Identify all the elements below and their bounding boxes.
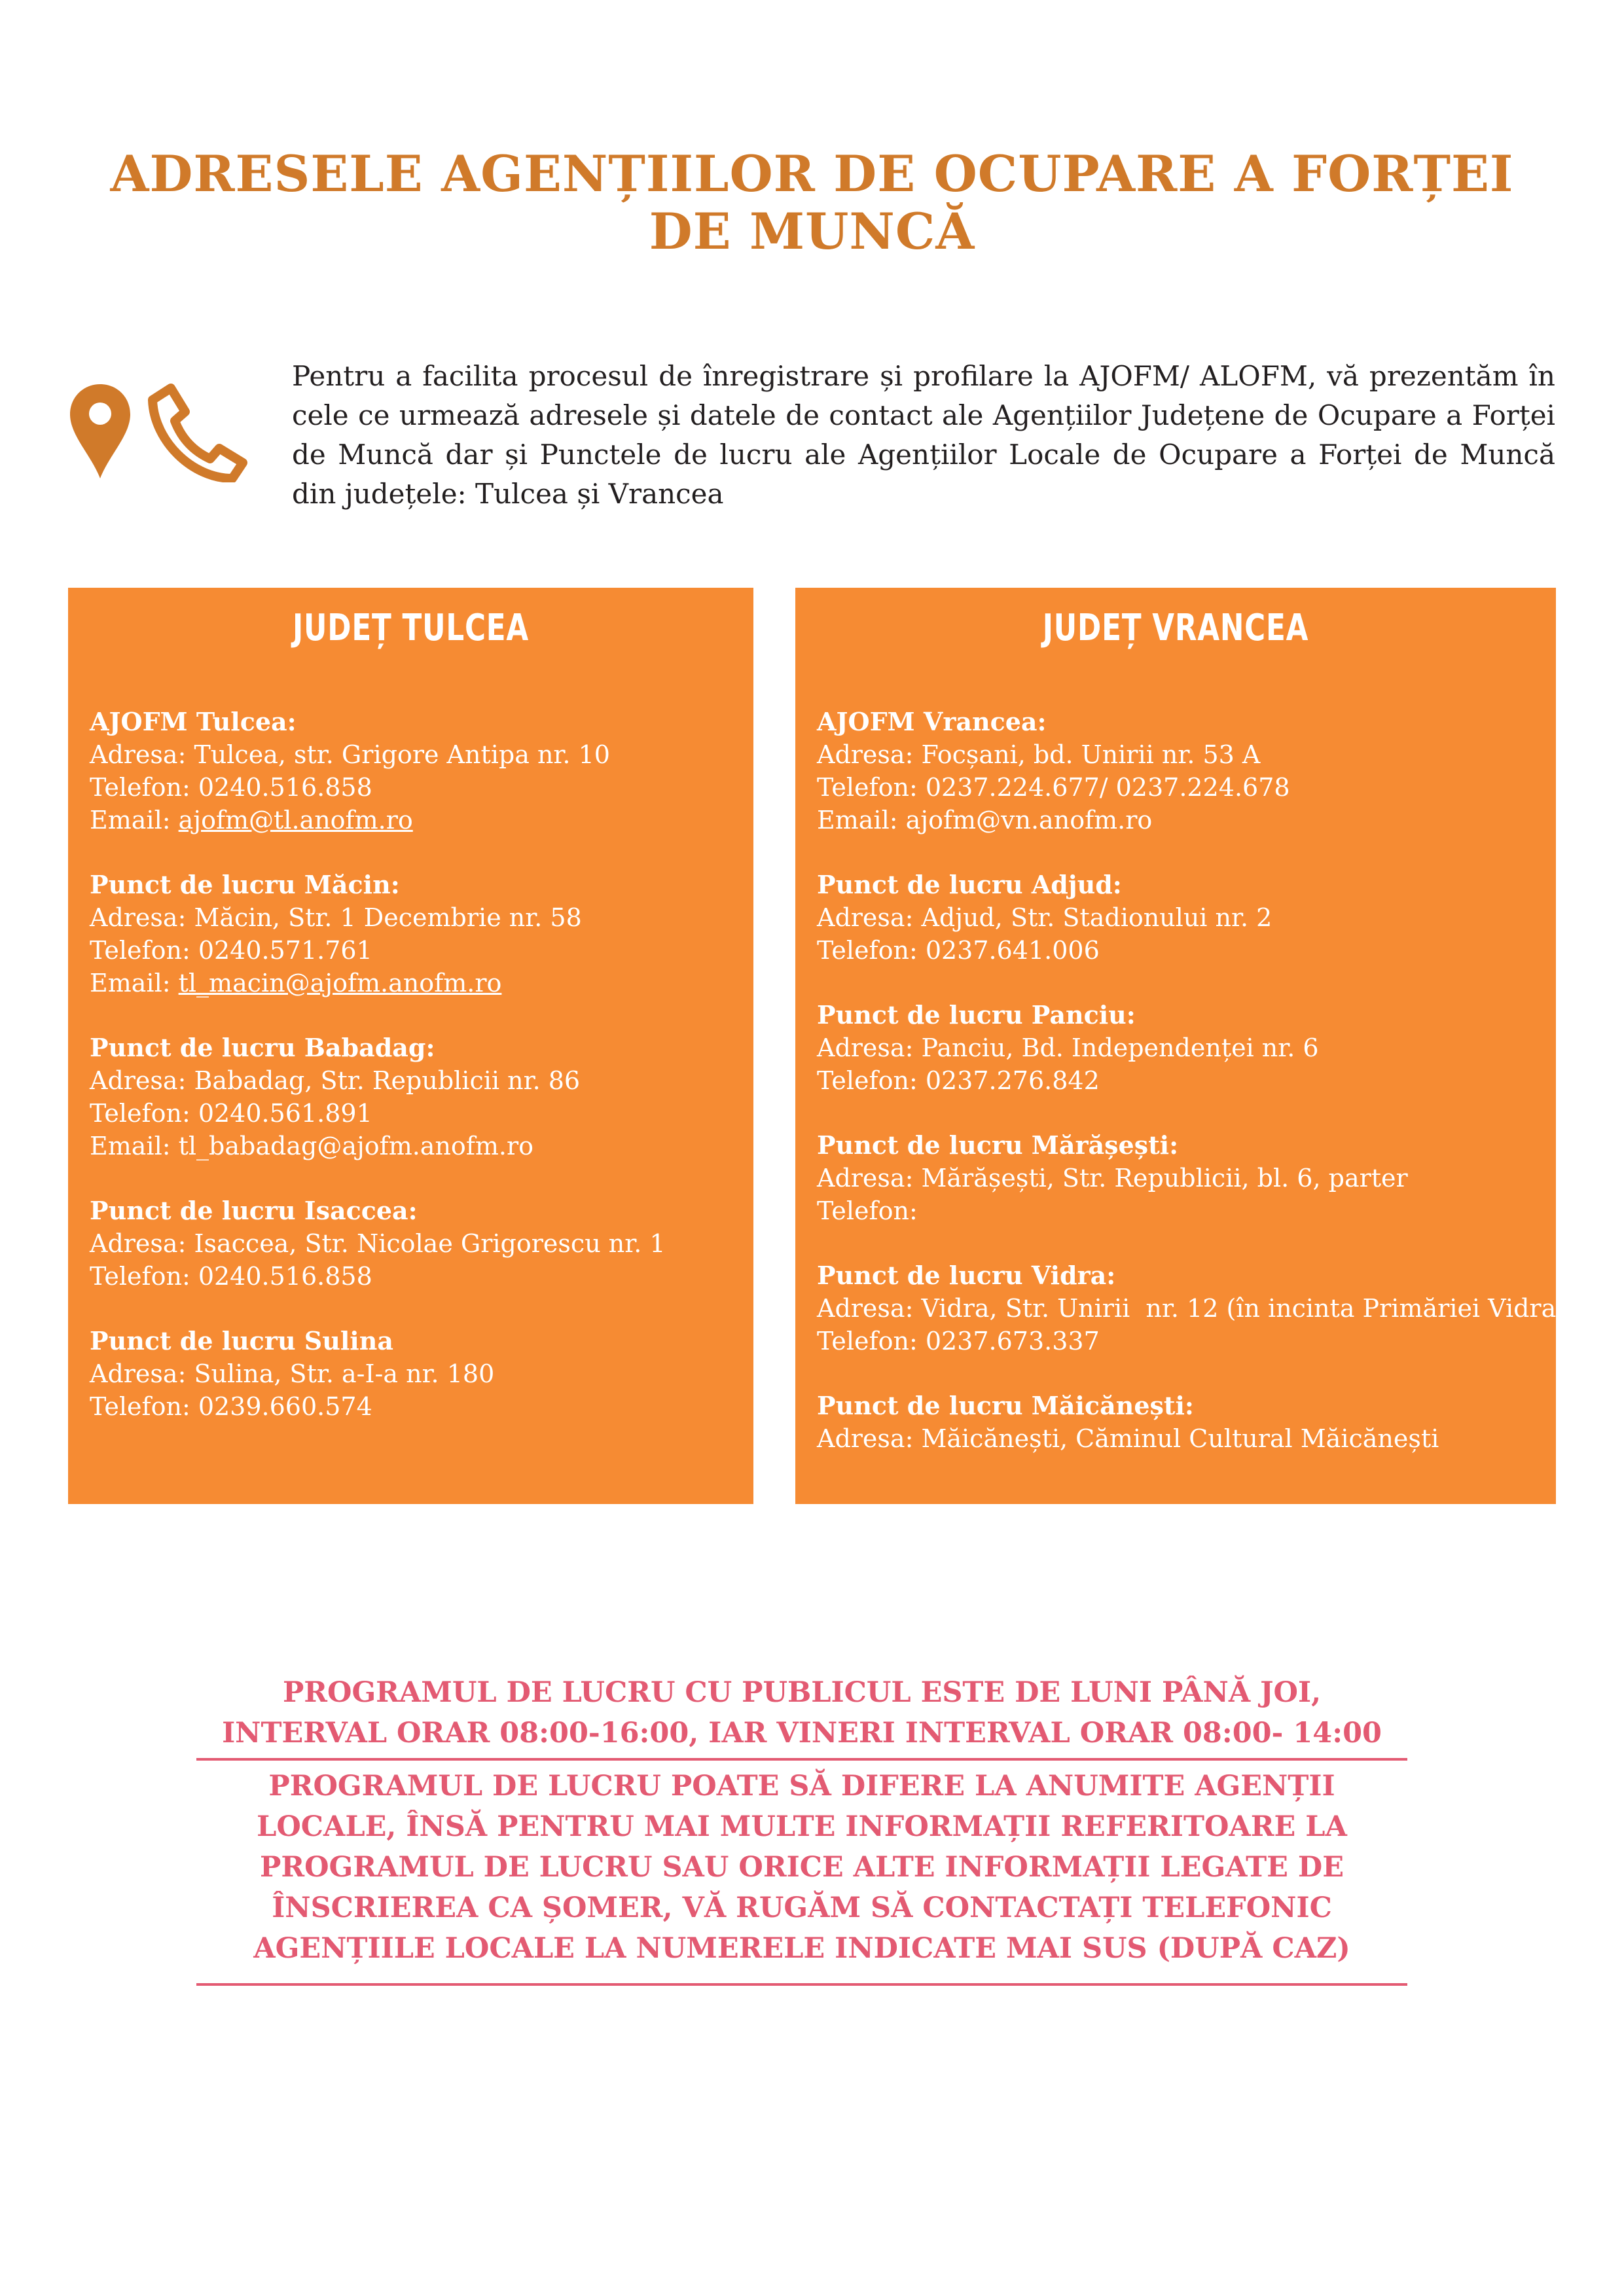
office-email xyxy=(90,804,740,836)
office-entry xyxy=(90,1325,740,1423)
page-title-line-2: DE MUNCĂ xyxy=(649,202,975,260)
office-email-link[interactable]: tl_macin@ajofm.anofm.ro xyxy=(178,969,502,997)
office-phone: Telefon: 0240.516.858 xyxy=(90,773,372,802)
office-phone: Telefon: 0240.561.891 xyxy=(90,1099,372,1128)
page-title xyxy=(79,145,1545,260)
contact-icons xyxy=(69,383,259,488)
office-name: Punct de lucru Măicănești: xyxy=(817,1391,1194,1420)
office-name: Punct de lucru Sulina xyxy=(90,1326,393,1355)
office-email-link[interactable]: ajofm@tl.anofm.ro xyxy=(178,806,413,834)
intro-paragraph: Pentru a facilita procesul de înregistrare și profilare la AJOFM/ ALOFM, vă prezentăm în cele ce urmează adresele și datele de contact ale Agențiilor Județene de Ocupare a Forței de Muncă dar și Punctele de lucru ale Agențiilor Locale de Ocupare a Forței de Muncă din județele: Tulcea și Vrancea xyxy=(292,360,1555,510)
office-address: Adresa: Măicănești, Căminul Cultural Măicănești xyxy=(817,1424,1439,1453)
office-email-link[interactable]: tl_babadag@ajofm.anofm.ro xyxy=(178,1132,534,1160)
office-name: Punct de lucru Mărășești: xyxy=(817,1130,1179,1160)
office-address: Adresa: Isaccea, Str. Nicolae Grigorescu nr. 1 xyxy=(90,1229,666,1258)
office-name: AJOFM Tulcea: xyxy=(90,707,297,736)
panel-heading-vrancea: JUDEȚ VRANCEA xyxy=(1042,607,1309,649)
office-entry xyxy=(90,869,740,999)
office-name: Punct de lucru Măcin: xyxy=(90,870,400,899)
office-email xyxy=(90,1130,740,1162)
office-entry xyxy=(817,869,1543,967)
office-entry xyxy=(90,1194,740,1293)
office-address: Adresa: Adjud, Str. Stadionului nr. 2 xyxy=(817,903,1272,932)
office-entry xyxy=(90,706,740,836)
office-name: AJOFM Vrancea: xyxy=(817,707,1047,736)
office-entry xyxy=(817,1129,1543,1227)
office-phone: Telefon: xyxy=(817,1196,918,1225)
office-address: Adresa: Panciu, Bd. Independenței nr. 6 xyxy=(817,1033,1319,1062)
office-phone: Telefon: 0239.660.574 xyxy=(90,1392,372,1421)
office-address: Adresa: Mărășești, Str. Republicii, bl. 6, parter xyxy=(817,1164,1408,1193)
office-list-tulcea xyxy=(90,706,740,1455)
panel-heading-tulcea: JUDEȚ TULCEA xyxy=(293,607,529,649)
office-email-label: Email: xyxy=(90,1132,179,1160)
office-address: Adresa: Măcin, Str. 1 Decembrie nr. 58 xyxy=(90,903,582,932)
office-name: Punct de lucru Isaccea: xyxy=(90,1196,418,1225)
office-phone: Telefon: 0240.516.858 xyxy=(90,1262,372,1291)
office-phone: Telefon: 0237.641.006 xyxy=(817,936,1100,965)
office-name: Punct de lucru Babadag: xyxy=(90,1033,435,1062)
office-email-link[interactable]: ajofm@vn.anofm.ro xyxy=(905,806,1153,834)
office-email xyxy=(817,804,1543,836)
divider-bottom xyxy=(196,1983,1407,1986)
phone-icon xyxy=(146,383,247,482)
office-phone: Telefon: 0237.276.842 xyxy=(817,1066,1100,1095)
office-entry xyxy=(817,999,1543,1097)
office-name: Punct de lucru Adjud: xyxy=(817,870,1122,899)
panel-judet-vrancea xyxy=(795,588,1566,1504)
office-address: Adresa: Tulcea, str. Grigore Antipa nr. 10 xyxy=(90,740,610,769)
contact-notice: PROGRAMUL DE LUCRU POATE SĂ DIFERE LA ANUMITE AGENȚII LOCALE, ÎNSĂ PENTRU MAI MULTE INFORMAȚII REFERITOARE LA PROGRAMUL DE LUCRU SAU ORICE ALTE INFORMAȚII LEGATE DE ÎNSCRIEREA CA ȘOMER, VĂ RUGĂM SĂ CONTACTAȚI TELEFONIC AGENȚIILE LOCALE LA NUMERELE INDICATE MAI SUS (DUPĂ CAZ) xyxy=(253,1770,1350,1965)
office-entry xyxy=(90,1031,740,1162)
panel-judet-tulcea xyxy=(68,588,753,1504)
office-email-label: Email: xyxy=(90,806,179,834)
office-address: Adresa: Focșani, bd. Unirii nr. 53 A xyxy=(817,740,1261,769)
office-address: Adresa: Babadag, Str. Republicii nr. 86 xyxy=(90,1066,581,1095)
location-pin-icon xyxy=(69,383,132,480)
office-phone: Telefon: 0237.673.337 xyxy=(817,1327,1100,1355)
office-entry xyxy=(817,1390,1543,1455)
office-email xyxy=(90,967,740,999)
office-phone: Telefon: 0240.571.761 xyxy=(90,936,372,965)
office-phone: Telefon: 0237.224.677/ 0237.224.678 xyxy=(817,773,1290,802)
office-email-label: Email: xyxy=(817,806,906,834)
office-name: Punct de lucru Vidra: xyxy=(817,1261,1116,1290)
schedule-notice: PROGRAMUL DE LUCRU CU PUBLICUL ESTE DE LUNI PÂNĂ JOI, INTERVAL ORAR 08:00-16:00, IAR VINERI INTERVAL ORAR 08:00- 14:00 xyxy=(222,1676,1382,1749)
office-list-vrancea xyxy=(817,706,1566,1487)
office-entry xyxy=(817,706,1543,836)
office-email-label: Email: xyxy=(90,969,179,997)
office-name: Punct de lucru Panciu: xyxy=(817,1000,1136,1030)
office-address: Adresa: Sulina, Str. a-I-a nr. 180 xyxy=(90,1359,495,1388)
office-address: Adresa: Vidra, Str. Unirii nr. 12 (în incinta Primăriei Vidra) xyxy=(817,1294,1566,1323)
divider-top xyxy=(196,1758,1407,1761)
office-entry xyxy=(817,1259,1566,1357)
page-title-line-1: ADRESELE AGENȚIILOR DE OCUPARE A FORȚEI xyxy=(110,145,1514,203)
